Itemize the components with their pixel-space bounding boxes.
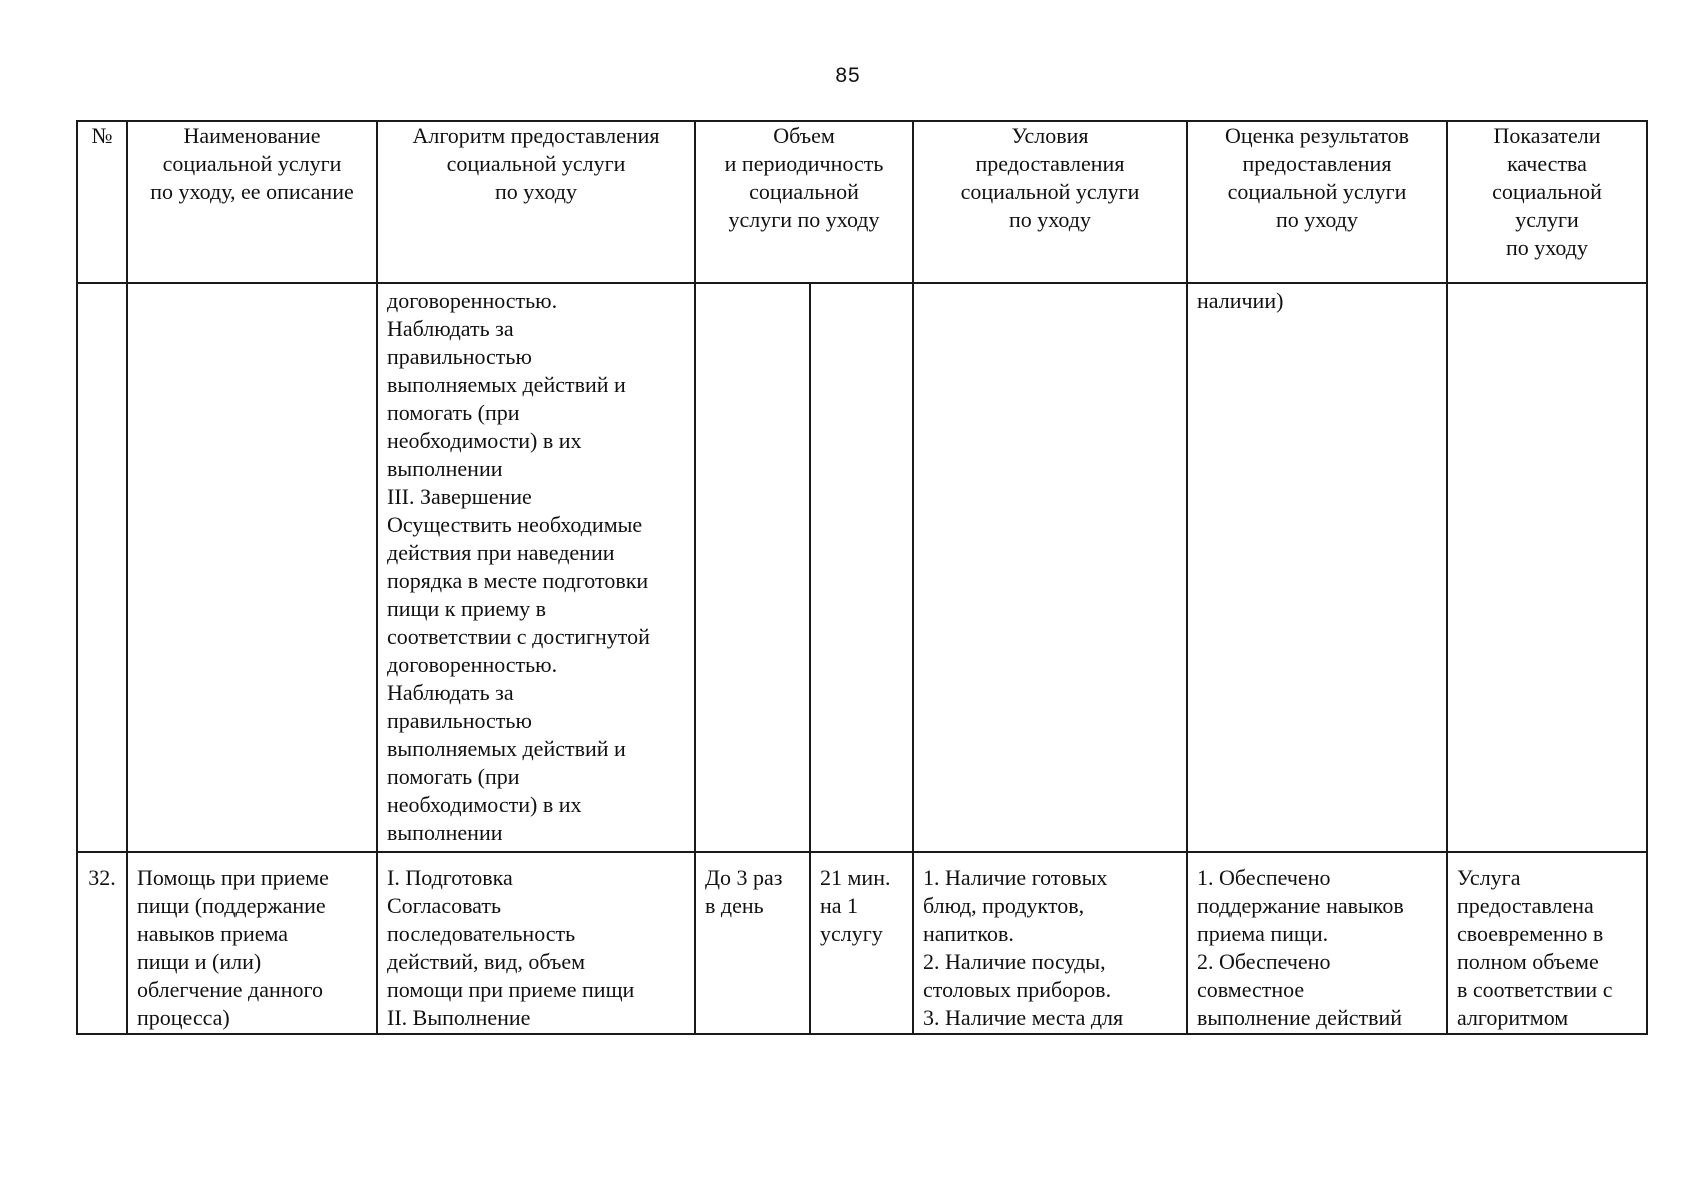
cell-volume-frequency: До 3 раз в день <box>695 852 810 1034</box>
cell-number <box>77 283 127 852</box>
table-header-row <box>77 121 1647 283</box>
cell-service-name <box>127 283 377 852</box>
cell-service-name: Помощь при приеме пищи (поддержание навыков приема пищи и (или) облегчение данного процесса) <box>127 852 377 1034</box>
header-conditions: Условия предоставления социальной услуги по уходу <box>913 121 1187 283</box>
services-table <box>76 120 1648 1035</box>
header-volume: Объем и периодичность социальной услуги по уходу <box>695 121 913 283</box>
cell-algorithm: договоренностью. Наблюдать за правильностью выполняемых действий и помогать (при необходимости) в их выполнении III. Завершение Осуществить необходимые действия при наведении порядка в месте подготовки пищи к приему в соответствии с достигнутой договоренностью. Наблюдать за правильностью выполняемых действий и помогать (при необходимости) в их выполнении <box>377 283 695 852</box>
cell-evaluation: 1. Обеспечено поддержание навыков приема пищи. 2. Обеспечено совместное выполнение действий <box>1187 852 1447 1034</box>
cell-conditions: 1. Наличие готовых блюд, продуктов, напитков. 2. Наличие посуды, столовых приборов. 3. Наличие места для <box>913 852 1187 1034</box>
header-evaluation: Оценка результатов предоставления социальной услуги по уходу <box>1187 121 1447 283</box>
cell-number: 32. <box>77 852 127 1034</box>
cell-volume-frequency <box>695 283 810 852</box>
cell-quality: Услуга предоставлена своевременно в полном объеме в соответствии с алгоритмом <box>1447 852 1647 1034</box>
table-row <box>77 852 1647 1034</box>
cell-algorithm: I. Подготовка Согласовать последовательность действий, вид, объем помощи при приеме пищи II. Выполнение <box>377 852 695 1034</box>
cell-quality <box>1447 283 1647 852</box>
cell-evaluation: наличии) <box>1187 283 1447 852</box>
cell-volume-duration <box>810 283 913 852</box>
header-service-name: Наименование социальной услуги по уходу, ее описание <box>127 121 377 283</box>
header-algorithm: Алгоритм предоставления социальной услуги по уходу <box>377 121 695 283</box>
cell-conditions <box>913 283 1187 852</box>
table-row <box>77 283 1647 852</box>
page-number: 85 <box>835 64 861 87</box>
cell-volume-duration: 21 мин. на 1 услугу <box>810 852 913 1034</box>
header-number: № <box>77 121 127 283</box>
header-quality: Показатели качества социальной услуги по уходу <box>1447 121 1647 283</box>
